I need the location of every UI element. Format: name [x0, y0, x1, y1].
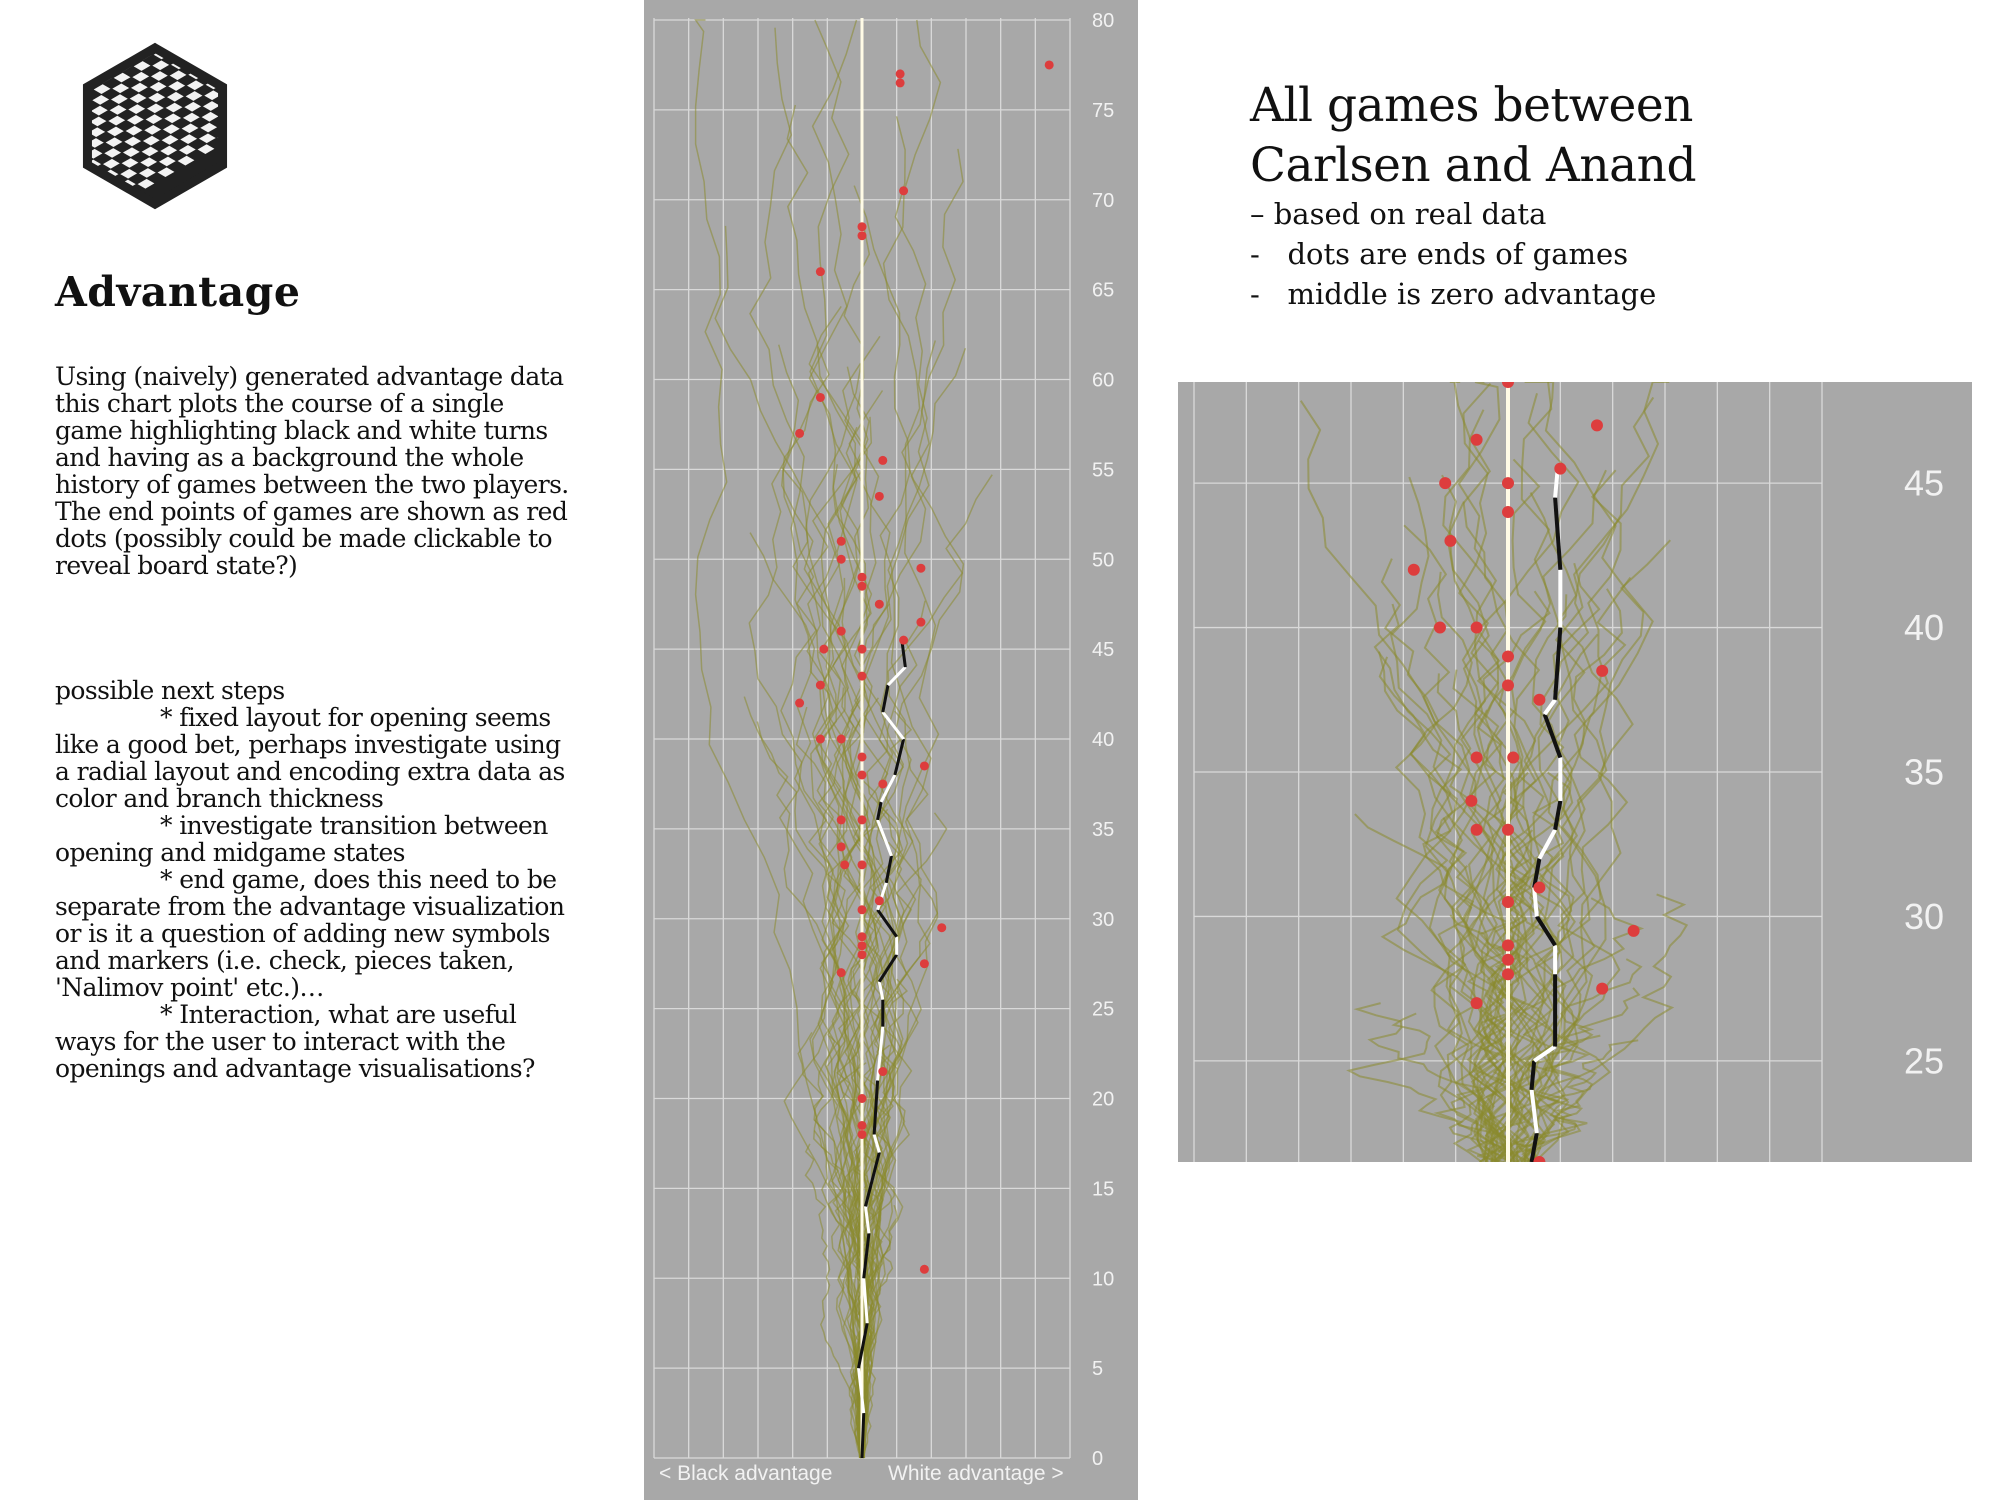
- game-end-dot[interactable]: [1502, 896, 1514, 908]
- game-end-dot[interactable]: [816, 267, 825, 276]
- game-end-dot[interactable]: [1502, 939, 1514, 951]
- game-end-dot[interactable]: [1465, 795, 1477, 807]
- advantage-chart-zoom[interactable]: [1178, 382, 1972, 1162]
- game-end-dot[interactable]: [1596, 983, 1608, 995]
- y-tick-label: 30: [1092, 908, 1115, 931]
- game-end-dot[interactable]: [816, 735, 825, 744]
- y-tick-label: 50: [1092, 549, 1115, 572]
- game-end-dot[interactable]: [837, 815, 846, 824]
- game-end-dot[interactable]: [1408, 564, 1420, 576]
- next-step-item: * investigate transition between opening and midgame states: [55, 811, 548, 867]
- y-tick-label: 15: [1092, 1178, 1115, 1201]
- section-title: [1250, 76, 1696, 196]
- game-end-dot[interactable]: [858, 1094, 867, 1103]
- game-end-dot[interactable]: [1471, 622, 1483, 634]
- page-title: Advantage: [55, 268, 301, 316]
- y-tick-label: 30: [1904, 896, 1945, 938]
- game-end-dot[interactable]: [899, 186, 908, 195]
- game-end-dot[interactable]: [837, 842, 846, 851]
- y-tick-label: 65: [1092, 279, 1115, 302]
- game-end-dot[interactable]: [837, 627, 846, 636]
- next-step-item: * end game, does this need to be separate from the advantage visualization or is it a question of adding new symbols and markers (i.e. check, pieces taken, 'Nalimov point' etc.)…: [55, 865, 565, 1002]
- game-end-dot[interactable]: [858, 672, 867, 681]
- game-end-dot[interactable]: [1444, 535, 1456, 547]
- y-tick-label: 60: [1092, 369, 1115, 392]
- game-end-dot[interactable]: [858, 752, 867, 761]
- y-tick-label: 5: [1092, 1358, 1104, 1381]
- y-tick-label: 80: [1092, 10, 1115, 32]
- game-end-dot[interactable]: [875, 600, 884, 609]
- next-steps: [55, 677, 575, 1082]
- game-end-dot[interactable]: [1533, 882, 1545, 894]
- section-title-line-1: All games between: [1250, 78, 1693, 133]
- game-end-dot[interactable]: [896, 69, 905, 78]
- y-tick-label: 0: [1092, 1448, 1104, 1470]
- game-end-dot[interactable]: [858, 582, 867, 591]
- x-axis-label-white: White advantage >: [888, 1462, 1064, 1485]
- game-end-dot[interactable]: [1554, 463, 1566, 475]
- game-end-dot[interactable]: [875, 896, 884, 905]
- game-end-dot[interactable]: [858, 1121, 867, 1130]
- y-tick-label: 25: [1092, 998, 1115, 1021]
- game-end-dot[interactable]: [858, 932, 867, 941]
- next-step-item: * fixed layout for opening seems like a good bet, perhaps investigate using a radial layout and encoding extra data as color and branch thickness: [55, 703, 565, 813]
- game-end-dot[interactable]: [837, 555, 846, 564]
- game-end-dot[interactable]: [1533, 694, 1545, 706]
- game-end-dot[interactable]: [1471, 824, 1483, 836]
- game-end-dot[interactable]: [916, 618, 925, 627]
- next-steps-heading: possible next steps: [55, 676, 285, 705]
- y-tick-label: 35: [1904, 751, 1945, 793]
- y-tick-label: 75: [1092, 99, 1115, 122]
- section-title-line-2: Carlsen and Anand: [1250, 138, 1697, 193]
- game-end-dot[interactable]: [795, 699, 804, 708]
- highlighted-game-segment: [1532, 1061, 1535, 1090]
- game-end-dot[interactable]: [1471, 434, 1483, 446]
- game-end-dot[interactable]: [837, 537, 846, 546]
- game-end-dot[interactable]: [858, 860, 867, 869]
- game-end-dot[interactable]: [858, 950, 867, 959]
- game-end-dot[interactable]: [1502, 506, 1514, 518]
- game-end-dot[interactable]: [937, 923, 946, 932]
- notes-list: [1250, 194, 1656, 314]
- next-step-item: * Interaction, what are useful ways for the user to interact with the openings and advantage visualisations?: [55, 1000, 535, 1083]
- game-end-dot[interactable]: [916, 564, 925, 573]
- game-end-dot[interactable]: [1596, 665, 1608, 677]
- game-end-dot[interactable]: [920, 1265, 929, 1274]
- game-end-dot[interactable]: [1471, 752, 1483, 764]
- game-end-dot[interactable]: [875, 492, 884, 501]
- game-end-dot[interactable]: [858, 1130, 867, 1139]
- game-end-dot[interactable]: [858, 222, 867, 231]
- highlighted-game-segment: [862, 1413, 864, 1458]
- game-end-dot[interactable]: [1502, 954, 1514, 966]
- game-end-dot[interactable]: [1502, 824, 1514, 836]
- game-end-dot[interactable]: [1628, 925, 1640, 937]
- game-end-dot[interactable]: [840, 860, 849, 869]
- game-end-dot[interactable]: [920, 959, 929, 968]
- hexagon-checker-logo: [75, 36, 235, 216]
- game-end-dot[interactable]: [1507, 752, 1519, 764]
- game-end-dot[interactable]: [795, 429, 804, 438]
- description-text: Using (naively) generated advantage data this chart plots the course of a single game highlighting black and white turns and having as a background the whole history of games between the two players. The end points of games are shown as red dots (possibly could be made clickable to reveal board state?): [55, 362, 569, 580]
- x-axis-label-black: < Black advantage: [659, 1462, 833, 1485]
- game-end-dot[interactable]: [896, 78, 905, 87]
- game-end-dot[interactable]: [858, 905, 867, 914]
- y-tick-label: 35: [1092, 818, 1115, 841]
- game-end-dot[interactable]: [858, 815, 867, 824]
- game-end-dot[interactable]: [858, 645, 867, 654]
- game-end-dot[interactable]: [1439, 477, 1451, 489]
- advantage-chart[interactable]: [644, 0, 1138, 1500]
- game-end-dot[interactable]: [878, 1067, 887, 1076]
- y-tick-label: 55: [1092, 459, 1115, 482]
- game-end-dot[interactable]: [1502, 477, 1514, 489]
- game-end-dot[interactable]: [1502, 968, 1514, 980]
- game-end-dot[interactable]: [858, 941, 867, 950]
- note-item: - middle is zero advantage: [1250, 277, 1657, 311]
- game-end-dot[interactable]: [1045, 60, 1054, 69]
- game-end-dot[interactable]: [920, 761, 929, 770]
- note-item: – based on real data: [1250, 197, 1547, 231]
- game-end-dot[interactable]: [1471, 997, 1483, 1009]
- game-end-dot[interactable]: [819, 645, 828, 654]
- game-end-dot[interactable]: [1591, 419, 1603, 431]
- y-tick-label: 20: [1092, 1088, 1115, 1111]
- note-item: - dots are ends of games: [1250, 237, 1629, 271]
- y-tick-label: 70: [1092, 189, 1115, 212]
- game-end-dot[interactable]: [1502, 650, 1514, 662]
- game-end-dot[interactable]: [858, 770, 867, 779]
- game-end-dot[interactable]: [1434, 622, 1446, 634]
- y-tick-label: 45: [1904, 462, 1945, 504]
- game-end-dot[interactable]: [878, 456, 887, 465]
- game-end-dot[interactable]: [1502, 679, 1514, 691]
- game-end-dot[interactable]: [816, 681, 825, 690]
- game-end-dot[interactable]: [858, 231, 867, 240]
- game-end-dot[interactable]: [899, 636, 908, 645]
- game-end-dot[interactable]: [837, 735, 846, 744]
- y-tick-label: 40: [1904, 607, 1945, 649]
- y-tick-label: 10: [1092, 1268, 1115, 1291]
- game-end-dot[interactable]: [858, 573, 867, 582]
- y-tick-label: 40: [1092, 729, 1115, 751]
- game-end-dot[interactable]: [837, 968, 846, 977]
- game-end-dot[interactable]: [878, 779, 887, 788]
- y-tick-label: 25: [1904, 1040, 1945, 1082]
- game-end-dot[interactable]: [816, 393, 825, 402]
- y-tick-label: 45: [1092, 639, 1115, 662]
